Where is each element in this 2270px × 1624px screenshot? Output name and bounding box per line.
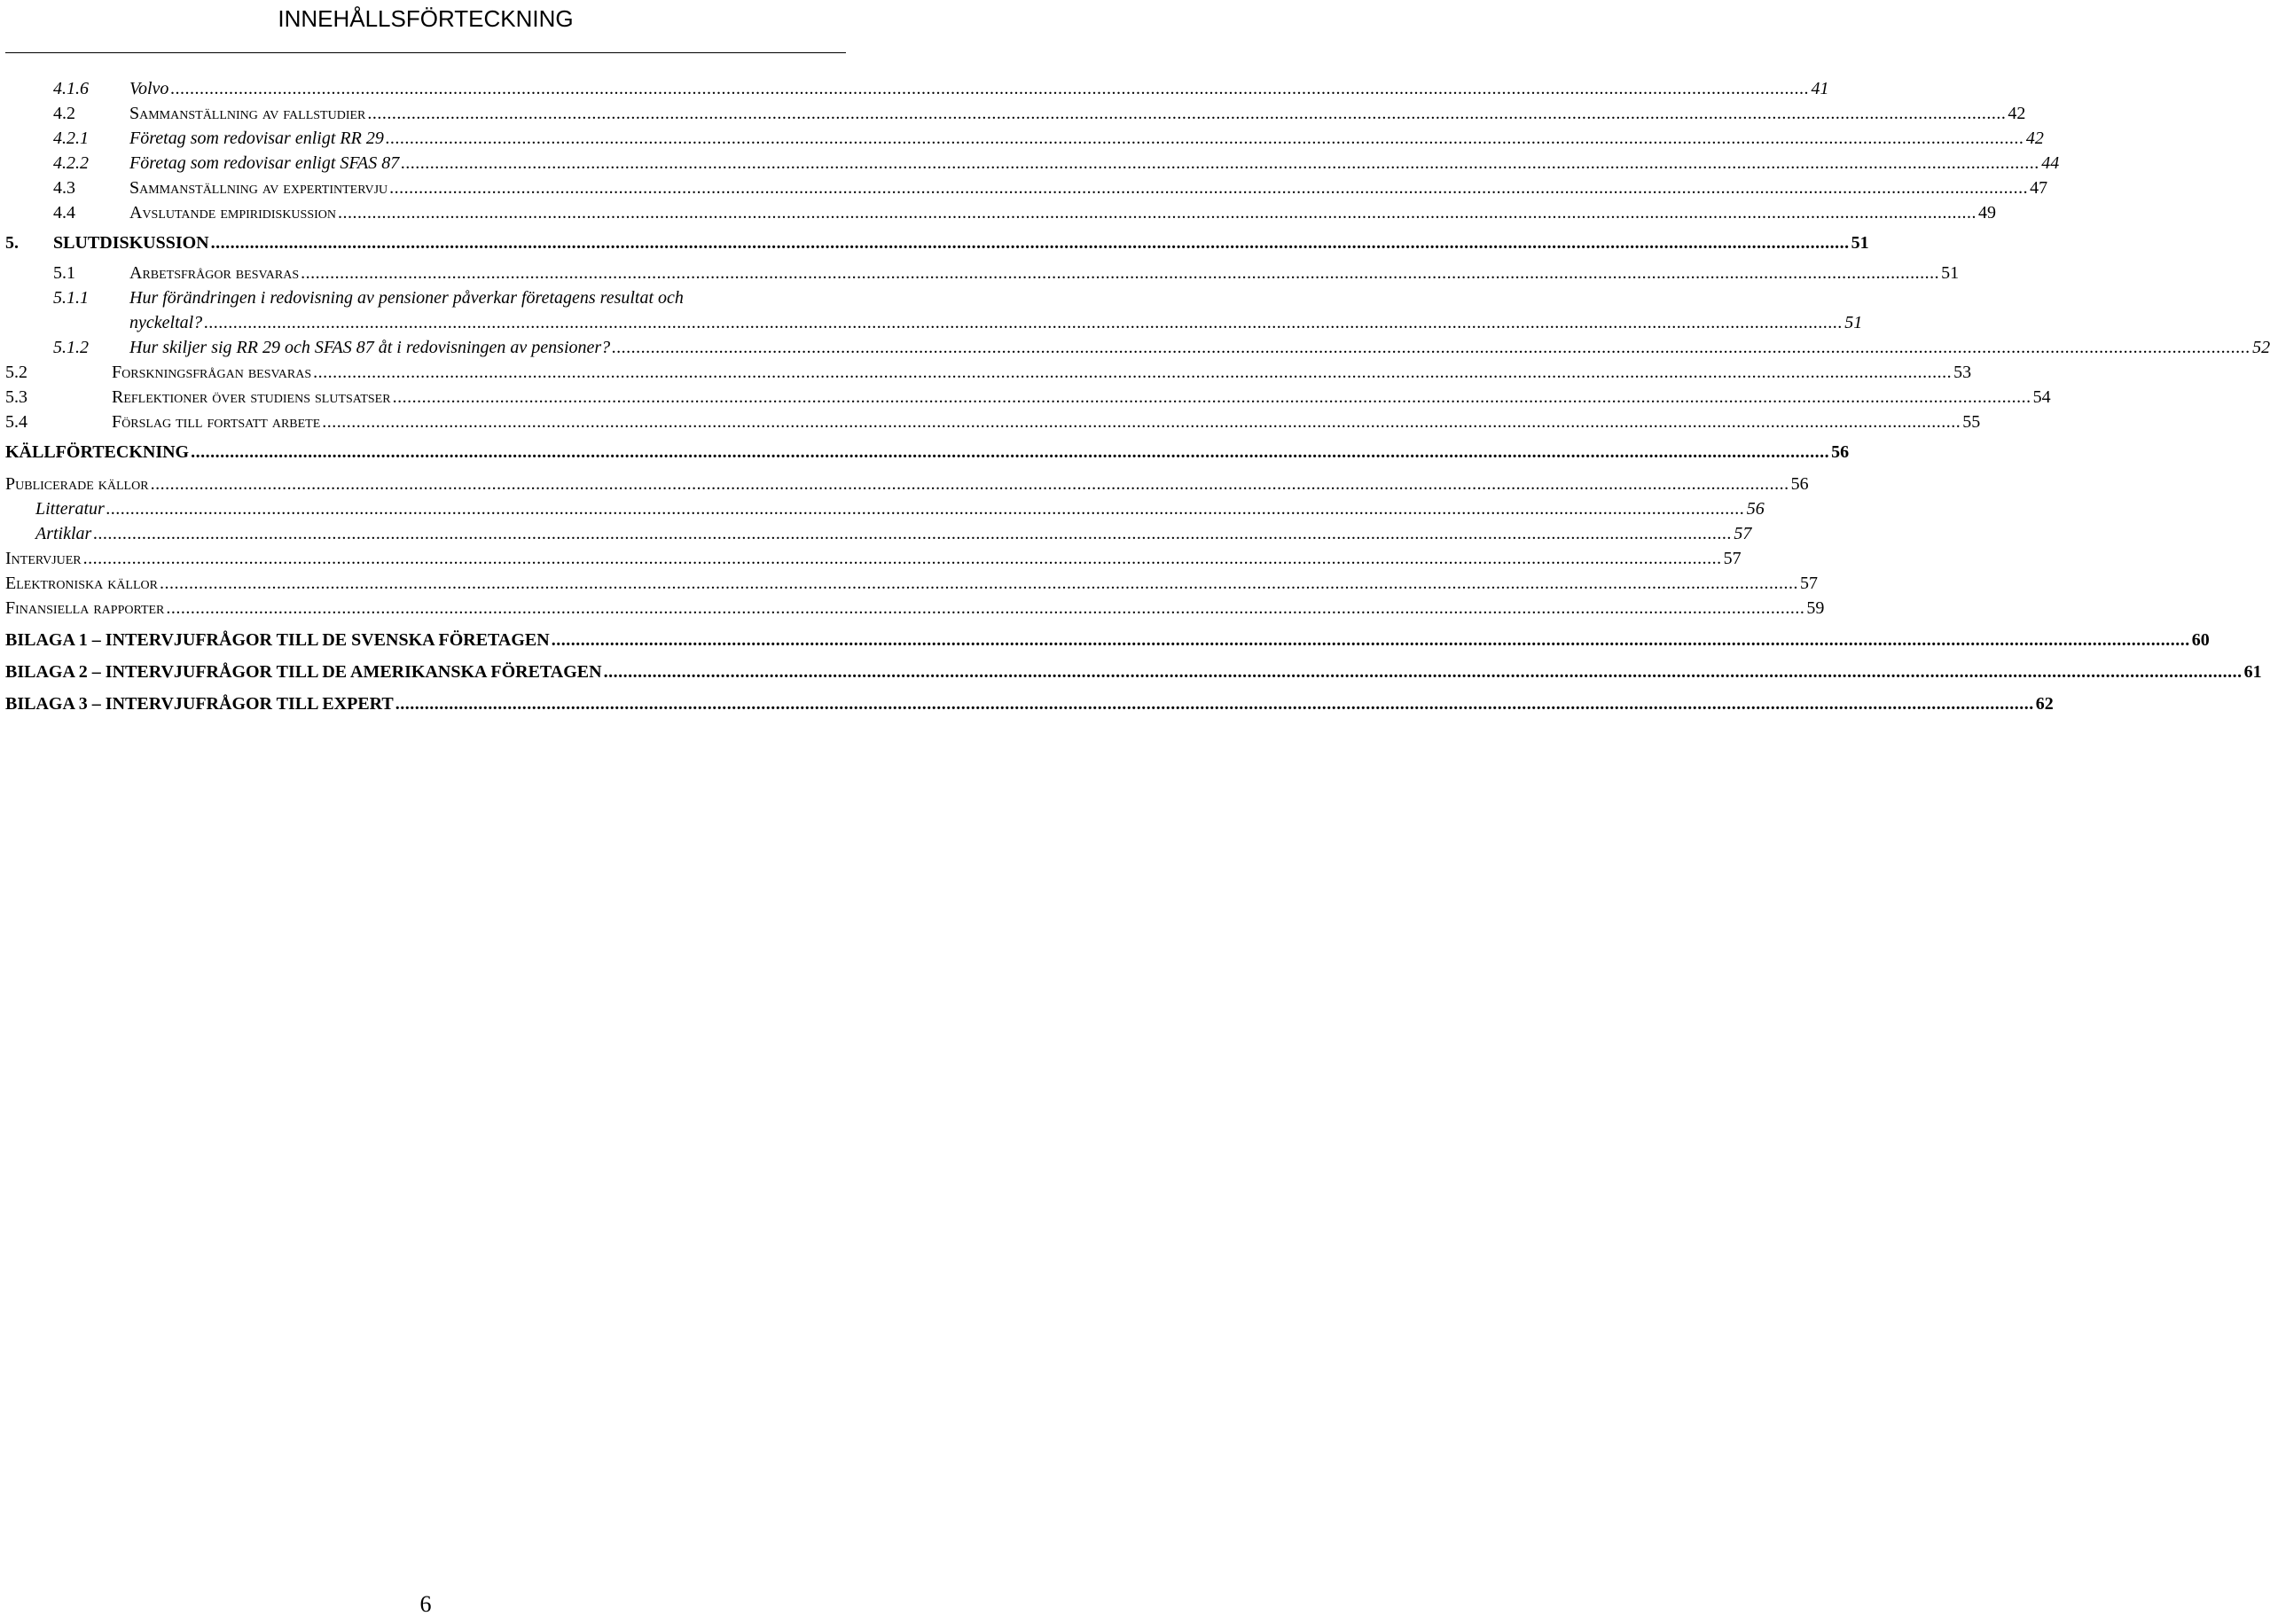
toc-entry-page: 53	[1953, 363, 1972, 382]
dot-leader	[106, 496, 1745, 521]
toc-entry-4-2[interactable]	[5, 101, 2026, 126]
toc-entry-page: 51	[1844, 313, 1863, 332]
toc-entry-page: 57	[1799, 574, 1818, 593]
toc-entry-page: 51	[1941, 263, 1960, 283]
header-rule	[5, 52, 846, 53]
toc-entry-4-2-1[interactable]	[5, 126, 2044, 151]
page-number: 6	[419, 1591, 432, 1617]
toc-entry-page: 56	[1746, 499, 1765, 519]
toc-entry-page: 60	[2191, 630, 2210, 650]
toc-entry-title: Finansiella rapporter	[5, 598, 165, 618]
toc-entry-number: 5.1.2	[53, 338, 89, 357]
dot-leader	[386, 126, 2024, 151]
dot-leader	[170, 76, 1809, 101]
toc-entry-finansiella-rapporter[interactable]	[5, 596, 1825, 621]
toc-entry-number: 5.2	[5, 363, 27, 382]
dot-leader	[166, 596, 1804, 621]
toc-entry-title: Företag som redovisar enligt SFAS 87	[129, 153, 400, 173]
toc-entry-5-2[interactable]	[5, 360, 1972, 385]
toc-entry-title: Reflektioner över studiens slutsatser	[112, 387, 391, 407]
toc-entry-title: Artiklar	[35, 524, 92, 543]
toc-entry-number: 4.4	[53, 203, 75, 223]
toc-entry-title: SLUTDISKUSSION	[53, 233, 209, 253]
toc-entry-page: 44	[2041, 153, 2060, 173]
dot-leader	[604, 660, 2243, 684]
toc-entry-5-3[interactable]	[5, 385, 2051, 410]
toc-entry-number: 4.3	[53, 178, 75, 198]
toc-entry-number: 4.2.2	[53, 153, 89, 173]
toc-entry-page: 59	[1806, 598, 1825, 618]
toc-entry-title: Hur skiljer sig RR 29 och SFAS 87 åt i redovisningen av pensioner?	[129, 338, 611, 357]
toc-entry-page: 41	[1811, 79, 1829, 98]
page-header: INNEHÅLLSFÖRTECKNING	[278, 5, 574, 32]
toc-appendix-1[interactable]	[5, 628, 2210, 652]
toc-entry-page: 42	[2008, 104, 2026, 123]
dot-leader	[401, 151, 2039, 176]
toc-entry-title: Volvo	[129, 79, 169, 98]
toc-chapter-kallforteckning[interactable]	[5, 440, 1850, 465]
toc-entry-page: 47	[2030, 178, 2048, 198]
toc-entry-title: nyckeltal?	[129, 313, 203, 332]
toc-entry-intervjuer[interactable]	[5, 546, 1742, 571]
dot-leader	[338, 200, 1976, 225]
toc-entry-title: Förslag till fortsatt arbete	[112, 412, 321, 432]
dot-leader	[552, 628, 2190, 652]
toc-entry-5-1-1[interactable]	[53, 285, 847, 310]
toc-entry-page: 62	[2035, 694, 2054, 714]
toc-entry-title: KÄLLFÖRTECKNING	[5, 442, 190, 462]
dot-leader	[313, 360, 1952, 385]
dot-leader	[322, 410, 1961, 434]
toc-entry-title: Litteratur	[35, 499, 105, 519]
toc-entry-title: Hur förändringen i redovisning av pensioner påverkar företagens resultat och	[129, 288, 684, 308]
dot-leader	[160, 571, 1798, 596]
toc-entry-number: 4.2.1	[53, 129, 89, 148]
toc-entry-page: 57	[1734, 524, 1752, 543]
toc-entry-5-1-2[interactable]	[5, 335, 2270, 360]
dot-leader	[93, 521, 1732, 546]
toc-entry-page: 57	[1723, 549, 1742, 568]
toc-entry-title: Elektroniska källor	[5, 574, 158, 593]
toc-entry-title: Forskningsfrågan besvaras	[112, 363, 312, 382]
toc-entry-page: 61	[2243, 662, 2262, 682]
toc-entry-number: 4.1.6	[53, 79, 89, 98]
toc-entry-page: 55	[1962, 412, 1981, 432]
toc-entry-4-2-2[interactable]	[5, 151, 2060, 176]
toc-entry-number: 5.1	[53, 263, 75, 283]
toc-entry-page: 54	[2032, 387, 2051, 407]
toc-entry-litteratur[interactable]	[5, 496, 1765, 521]
dot-leader	[191, 440, 1829, 465]
dot-leader	[83, 546, 1722, 571]
dot-leader	[389, 176, 2028, 200]
toc-entry-5-1[interactable]	[5, 261, 1960, 285]
toc-entry-page: 56	[1790, 474, 1809, 494]
toc-entry-4-4[interactable]	[5, 200, 1996, 225]
toc-entry-title: Publicerade källor	[5, 474, 149, 494]
toc-appendix-2[interactable]	[5, 660, 2262, 684]
dot-leader	[301, 261, 1939, 285]
toc-entry-page: 52	[2252, 338, 2270, 357]
dot-leader	[211, 230, 1850, 255]
toc-entry-number: 5.	[5, 233, 19, 253]
toc-entry-page: 51	[1851, 233, 1869, 253]
dot-leader	[151, 472, 1789, 496]
toc-entry-number: 5.4	[5, 412, 27, 432]
toc-entry-page: 56	[1831, 442, 1850, 462]
toc-entry-4-3[interactable]	[5, 176, 2048, 200]
toc-entry-4-1-6[interactable]	[5, 76, 1829, 101]
toc-entry-number: 4.2	[53, 104, 75, 123]
dot-leader	[612, 335, 2250, 360]
toc-entry-title: BILAGA 2 – INTERVJUFRÅGOR TILL DE AMERIKANSKA FÖRETAGEN	[5, 662, 602, 682]
toc-entry-title: Intervjuer	[5, 549, 82, 568]
dot-leader	[393, 385, 2031, 410]
toc-entry-artiklar[interactable]	[5, 521, 1752, 546]
toc-entry-title: BILAGA 1 – INTERVJUFRÅGOR TILL DE SVENSKA FÖRETAGEN	[5, 630, 550, 650]
toc-entry-page: 49	[1978, 203, 1996, 223]
toc-entry-title: BILAGA 3 – INTERVJUFRÅGOR TILL EXPERT	[5, 694, 394, 714]
toc-entry-title: Företag som redovisar enligt RR 29	[129, 129, 384, 148]
toc-chapter-5[interactable]	[5, 230, 1869, 255]
toc-appendix-3[interactable]	[5, 691, 2054, 716]
toc-entry-number: 5.1.1	[53, 288, 89, 308]
dot-leader	[204, 310, 1843, 335]
toc-entry-elektroniska-kallor[interactable]	[5, 571, 1818, 596]
toc-entry-page: 42	[2025, 129, 2044, 148]
toc-entry-5-4[interactable]	[5, 410, 1981, 434]
dot-leader	[367, 101, 2006, 126]
toc-entry-title: Avslutande empiridiskussion	[129, 203, 336, 223]
toc-entry-publicerade-kallor[interactable]	[5, 472, 1809, 496]
toc-entry-title: Sammanställning av fallstudier	[129, 104, 366, 123]
toc-entry-title: Sammanställning av expertintervju	[129, 178, 388, 198]
toc-entry-number: 5.3	[5, 387, 27, 407]
toc-entry-title: Arbetsfrågor besvaras	[129, 263, 300, 283]
dot-leader	[395, 691, 2034, 716]
toc-entry-5-1-1-continued[interactable]	[5, 310, 1863, 335]
